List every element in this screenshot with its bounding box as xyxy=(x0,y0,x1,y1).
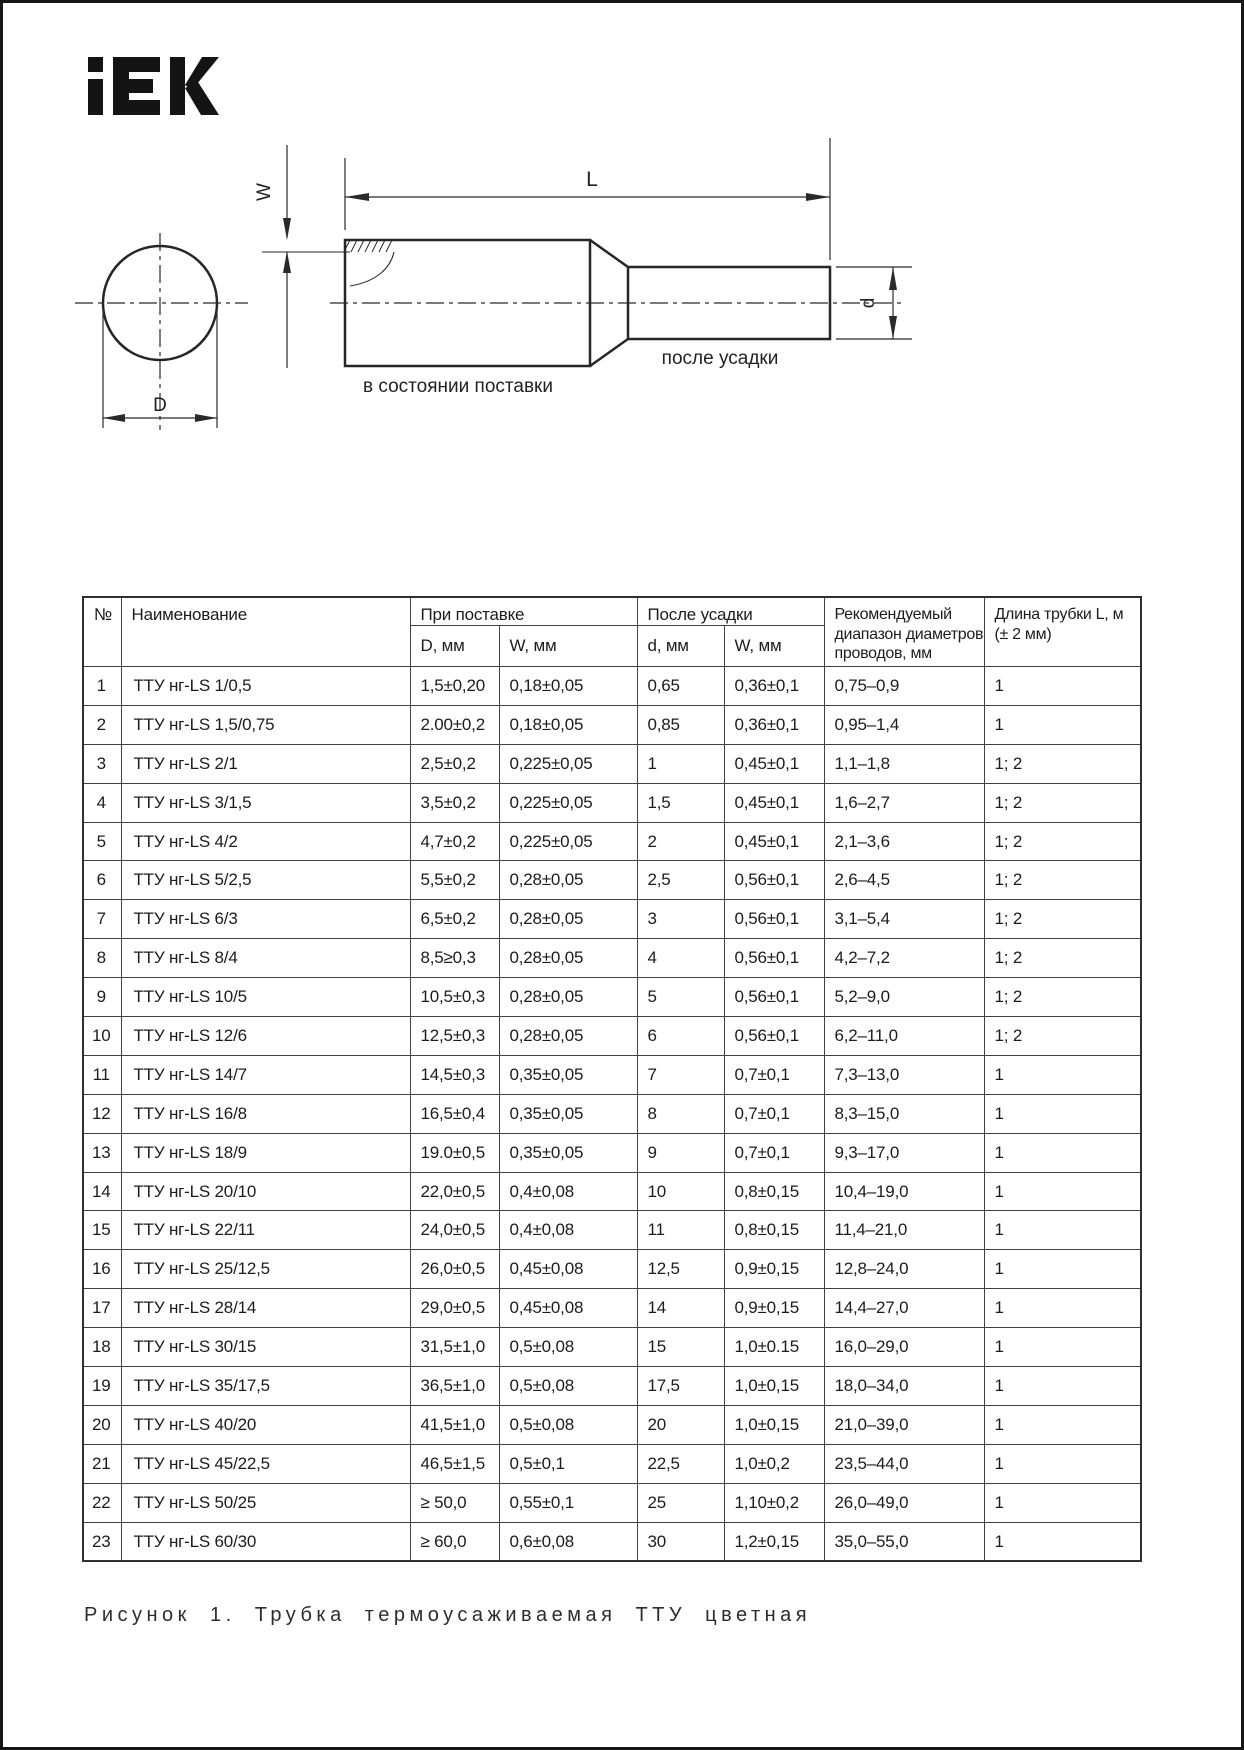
col-group-supplied: При поставке xyxy=(410,597,637,626)
cell: 0,28±0,05 xyxy=(499,939,637,978)
cell: 1; 2 xyxy=(984,744,1141,783)
cell: 2,5±0,2 xyxy=(410,744,499,783)
cell: 16,0–29,0 xyxy=(824,1328,984,1367)
cell: ТТУ нг-LS 6/3 xyxy=(121,900,410,939)
table-row xyxy=(83,1289,1141,1328)
cell: 0,35±0,05 xyxy=(499,1055,637,1094)
table-row xyxy=(83,1367,1141,1406)
cell: ТТУ нг-LS 1/0,5 xyxy=(121,667,410,706)
cell: 20 xyxy=(83,1405,121,1444)
cell: 1 xyxy=(984,1405,1141,1444)
cell: 0,35±0,05 xyxy=(499,1133,637,1172)
col-header-supplied-w: W, мм xyxy=(499,626,637,667)
col-header-length: Длина трубки L, м (± 2 мм) xyxy=(984,597,1141,667)
cell: 23,5–44,0 xyxy=(824,1444,984,1483)
cell: 1 xyxy=(984,1289,1141,1328)
heat-shrink-tube-diagram xyxy=(0,130,1244,470)
cell: 13 xyxy=(83,1133,121,1172)
cell: 4,7±0,2 xyxy=(410,822,499,861)
cell: 11,4–21,0 xyxy=(824,1211,984,1250)
cell: 1,0±0,15 xyxy=(724,1367,824,1406)
cell: 1,1–1,8 xyxy=(824,744,984,783)
cell: 26,0–49,0 xyxy=(824,1483,984,1522)
table-row xyxy=(83,978,1141,1017)
cell: 0,36±0,1 xyxy=(724,667,824,706)
cell: 12 xyxy=(83,1094,121,1133)
cell: 1 xyxy=(984,1483,1141,1522)
cell: 31,5±1,0 xyxy=(410,1328,499,1367)
cell: 2 xyxy=(637,822,724,861)
cell: ТТУ нг-LS 8/4 xyxy=(121,939,410,978)
cell: 24,0±0,5 xyxy=(410,1211,499,1250)
cell: 0,5±0,1 xyxy=(499,1444,637,1483)
cell: 2,6–4,5 xyxy=(824,861,984,900)
cell: ТТУ нг-LS 18/9 xyxy=(121,1133,410,1172)
arrowhead xyxy=(889,316,897,339)
logo-k xyxy=(170,57,219,115)
cell: 12,8–24,0 xyxy=(824,1250,984,1289)
cell: 5,2–9,0 xyxy=(824,978,984,1017)
cell: 5 xyxy=(83,822,121,861)
iek-logo xyxy=(88,56,220,116)
arrowhead xyxy=(345,193,369,201)
cell: 0,4±0,08 xyxy=(499,1211,637,1250)
cell: 15 xyxy=(83,1211,121,1250)
cell: 0,5±0,08 xyxy=(499,1405,637,1444)
cell: 4,2–7,2 xyxy=(824,939,984,978)
cell: 16 xyxy=(83,1250,121,1289)
cell: ТТУ нг-LS 2/1 xyxy=(121,744,410,783)
cell: 1; 2 xyxy=(984,1017,1141,1056)
col-header-num: № xyxy=(83,597,121,667)
cell: 0,45±0,08 xyxy=(499,1289,637,1328)
cell: 17,5 xyxy=(637,1367,724,1406)
label-D: D xyxy=(153,395,167,416)
cell: 0,8±0,15 xyxy=(724,1172,824,1211)
cell: 0,28±0,05 xyxy=(499,1017,637,1056)
cell: 0,56±0,1 xyxy=(724,900,824,939)
cell: 8 xyxy=(83,939,121,978)
table-row xyxy=(83,1017,1141,1056)
table-row xyxy=(83,1172,1141,1211)
cell: 3,1–5,4 xyxy=(824,900,984,939)
wall-hatching xyxy=(344,240,392,252)
cell: 1 xyxy=(984,1444,1141,1483)
cell: ТТУ нг-LS 3/1,5 xyxy=(121,783,410,822)
cell: 0,56±0,1 xyxy=(724,978,824,1017)
cutaway-curve xyxy=(350,252,394,286)
cell: 2 xyxy=(83,705,121,744)
cell: 1 xyxy=(984,1133,1141,1172)
cell: ТТУ нг-LS 28/14 xyxy=(121,1289,410,1328)
arrowhead xyxy=(889,267,897,290)
cell: 0,7±0,1 xyxy=(724,1133,824,1172)
cell: 1,2±0,15 xyxy=(724,1522,824,1561)
cell: 0,28±0,05 xyxy=(499,978,637,1017)
cell: ТТУ нг-LS 4/2 xyxy=(121,822,410,861)
cell: 17 xyxy=(83,1289,121,1328)
cell: 1; 2 xyxy=(984,900,1141,939)
cell: 20 xyxy=(637,1405,724,1444)
cell: 7,3–13,0 xyxy=(824,1055,984,1094)
cell: 14 xyxy=(637,1289,724,1328)
cell: 9 xyxy=(83,978,121,1017)
cell: 5,5±0,2 xyxy=(410,861,499,900)
cell: 6 xyxy=(637,1017,724,1056)
cell: ТТУ нг-LS 1,5/0,75 xyxy=(121,705,410,744)
cell: 0,9±0,15 xyxy=(724,1250,824,1289)
arrowhead xyxy=(283,218,291,240)
logo-i-dot xyxy=(88,57,103,72)
table-row xyxy=(83,1133,1141,1172)
cell: 0,56±0,1 xyxy=(724,1017,824,1056)
taper-bottom xyxy=(590,339,628,366)
cell: 0,45±0,1 xyxy=(724,744,824,783)
cell: 1 xyxy=(984,705,1141,744)
cell: 0,55±0,1 xyxy=(499,1483,637,1522)
cell: 1; 2 xyxy=(984,822,1141,861)
cell: 46,5±1,5 xyxy=(410,1444,499,1483)
table-row xyxy=(83,1250,1141,1289)
spec-table-body xyxy=(83,667,1141,1562)
arrowhead xyxy=(103,414,125,422)
cell: 11 xyxy=(83,1055,121,1094)
cell: 12,5 xyxy=(637,1250,724,1289)
cell: 21,0–39,0 xyxy=(824,1405,984,1444)
arrowhead xyxy=(283,251,291,273)
cell: 14,5±0,3 xyxy=(410,1055,499,1094)
cell: ≥ 50,0 xyxy=(410,1483,499,1522)
cell: 3,5±0,2 xyxy=(410,783,499,822)
col-header-name: Наименование xyxy=(121,597,410,667)
col-header-shrunk-w: W, мм xyxy=(724,626,824,667)
cell: 1 xyxy=(984,667,1141,706)
table-row xyxy=(83,1444,1141,1483)
cell: 1; 2 xyxy=(984,783,1141,822)
cell: 0,85 xyxy=(637,705,724,744)
cell: 41,5±1,0 xyxy=(410,1405,499,1444)
cell: 2.00±0,2 xyxy=(410,705,499,744)
logo-i-stem xyxy=(88,79,103,115)
cell: 10,5±0,3 xyxy=(410,978,499,1017)
cell: ТТУ нг-LS 40/20 xyxy=(121,1405,410,1444)
cell: 0,56±0,1 xyxy=(724,939,824,978)
arrowhead xyxy=(806,193,830,201)
cell: 22 xyxy=(83,1483,121,1522)
cell: ТТУ нг-LS 16/8 xyxy=(121,1094,410,1133)
cell: 1 xyxy=(83,667,121,706)
col-header-shrunk-d: d, мм xyxy=(637,626,724,667)
cell: 1 xyxy=(984,1250,1141,1289)
col-group-shrunk: После усадки xyxy=(637,597,824,626)
table-row xyxy=(83,1211,1141,1250)
cell: 6,5±0,2 xyxy=(410,900,499,939)
cell: 5 xyxy=(637,978,724,1017)
cell: 25 xyxy=(637,1483,724,1522)
cell: ТТУ нг-LS 30/15 xyxy=(121,1328,410,1367)
cell: 0,8±0,15 xyxy=(724,1211,824,1250)
cell: 10 xyxy=(83,1017,121,1056)
cell: ТТУ нг-LS 22/11 xyxy=(121,1211,410,1250)
label-L: L xyxy=(586,168,598,191)
cell: 0,45±0,08 xyxy=(499,1250,637,1289)
label-after-shrink: после усадки xyxy=(661,348,779,369)
cell: 0,7±0,1 xyxy=(724,1055,824,1094)
cell: 0,9±0,15 xyxy=(724,1289,824,1328)
label-d: d xyxy=(858,297,879,309)
cell: 21 xyxy=(83,1444,121,1483)
cell: 0,18±0,05 xyxy=(499,705,637,744)
cell: 4 xyxy=(637,939,724,978)
cell: ТТУ нг-LS 60/30 xyxy=(121,1522,410,1561)
cell: ≥ 60,0 xyxy=(410,1522,499,1561)
cell: 0,5±0,08 xyxy=(499,1367,637,1406)
cell: 0,36±0,1 xyxy=(724,705,824,744)
cell: 36,5±1,0 xyxy=(410,1367,499,1406)
cell: 22,0±0,5 xyxy=(410,1172,499,1211)
cell: 0,75–0,9 xyxy=(824,667,984,706)
cell: 30 xyxy=(637,1522,724,1561)
table-row xyxy=(83,1483,1141,1522)
cell: 0,6±0,08 xyxy=(499,1522,637,1561)
cell: 2,5 xyxy=(637,861,724,900)
col-header-supplied-d: D, мм xyxy=(410,626,499,667)
label-supplied-state: в состоянии поставки xyxy=(363,376,553,397)
cell: 1,10±0,2 xyxy=(724,1483,824,1522)
cell: 0,4±0,08 xyxy=(499,1172,637,1211)
cell: 4 xyxy=(83,783,121,822)
cell: 0,225±0,05 xyxy=(499,744,637,783)
taper-top xyxy=(590,240,628,267)
cell: 6 xyxy=(83,861,121,900)
cell: 1 xyxy=(984,1367,1141,1406)
cell: 35,0–55,0 xyxy=(824,1522,984,1561)
cell: 1 xyxy=(984,1094,1141,1133)
table-row xyxy=(83,900,1141,939)
cell: 1 xyxy=(984,1522,1141,1561)
cell: 8 xyxy=(637,1094,724,1133)
cell: 1,6–2,7 xyxy=(824,783,984,822)
cell: 0,5±0,08 xyxy=(499,1328,637,1367)
label-W: W xyxy=(254,183,275,201)
cell: 0,28±0,05 xyxy=(499,861,637,900)
cell: 1,0±0.15 xyxy=(724,1328,824,1367)
logo-e xyxy=(113,57,160,115)
cell: 26,0±0,5 xyxy=(410,1250,499,1289)
cell: 1; 2 xyxy=(984,978,1141,1017)
cell: 12,5±0,3 xyxy=(410,1017,499,1056)
cell: 8,3–15,0 xyxy=(824,1094,984,1133)
cell: 1 xyxy=(984,1055,1141,1094)
cell: ТТУ нг-LS 12/6 xyxy=(121,1017,410,1056)
table-row xyxy=(83,939,1141,978)
cell: 3 xyxy=(83,744,121,783)
cell: 15 xyxy=(637,1328,724,1367)
cell: 0,35±0,05 xyxy=(499,1094,637,1133)
table-row xyxy=(83,744,1141,783)
cell: 1 xyxy=(984,1211,1141,1250)
cell: 1,5±0,20 xyxy=(410,667,499,706)
table-row xyxy=(83,667,1141,706)
table-row xyxy=(83,1522,1141,1561)
cell: 19 xyxy=(83,1367,121,1406)
cell: 8,5≥0,3 xyxy=(410,939,499,978)
cell: ТТУ нг-LS 50/25 xyxy=(121,1483,410,1522)
cell: ТТУ нг-LS 5/2,5 xyxy=(121,861,410,900)
table-row xyxy=(83,1094,1141,1133)
cell: 1,5 xyxy=(637,783,724,822)
cell: 1; 2 xyxy=(984,939,1141,978)
cell: 22,5 xyxy=(637,1444,724,1483)
col-header-range: Рекомендуемый диапазон диаметров проводов, мм xyxy=(824,597,984,667)
table-row xyxy=(83,1328,1141,1367)
table-row xyxy=(83,1405,1141,1444)
cell: 0,18±0,05 xyxy=(499,667,637,706)
cell: 23 xyxy=(83,1522,121,1561)
cell: ТТУ нг-LS 25/12,5 xyxy=(121,1250,410,1289)
cell: 18 xyxy=(83,1328,121,1367)
cell: 1,0±0,15 xyxy=(724,1405,824,1444)
cell: 9,3–17,0 xyxy=(824,1133,984,1172)
spec-table xyxy=(82,596,1142,1562)
cell: ТТУ нг-LS 14/7 xyxy=(121,1055,410,1094)
cell: 0,95–1,4 xyxy=(824,705,984,744)
cell: 3 xyxy=(637,900,724,939)
cell: 1 xyxy=(984,1172,1141,1211)
cell: ТТУ нг-LS 45/22,5 xyxy=(121,1444,410,1483)
cell: 0,45±0,1 xyxy=(724,783,824,822)
cell: 0,28±0,05 xyxy=(499,900,637,939)
cell: 0,56±0,1 xyxy=(724,861,824,900)
cell: 19.0±0,5 xyxy=(410,1133,499,1172)
cell: 7 xyxy=(83,900,121,939)
cell: ТТУ нг-LS 20/10 xyxy=(121,1172,410,1211)
table-row xyxy=(83,861,1141,900)
cell: 6,2–11,0 xyxy=(824,1017,984,1056)
cell: 9 xyxy=(637,1133,724,1172)
cell: 10 xyxy=(637,1172,724,1211)
figure-caption: Рисунок 1. Трубка термоусаживаемая ТТУ цветная xyxy=(84,1604,812,1626)
table-row xyxy=(83,783,1141,822)
cell: 10,4–19,0 xyxy=(824,1172,984,1211)
cell: 1 xyxy=(637,744,724,783)
cell: 14 xyxy=(83,1172,121,1211)
cell: 18,0–34,0 xyxy=(824,1367,984,1406)
arrowhead xyxy=(195,414,217,422)
table-row xyxy=(83,822,1141,861)
cell: 2,1–3,6 xyxy=(824,822,984,861)
cell: ТТУ нг-LS 10/5 xyxy=(121,978,410,1017)
cell: 29,0±0,5 xyxy=(410,1289,499,1328)
cell: 0,7±0,1 xyxy=(724,1094,824,1133)
cell: 0,65 xyxy=(637,667,724,706)
table-row xyxy=(83,705,1141,744)
cell: 7 xyxy=(637,1055,724,1094)
table-row xyxy=(83,1055,1141,1094)
cell: 0,225±0,05 xyxy=(499,783,637,822)
cell: ТТУ нг-LS 35/17,5 xyxy=(121,1367,410,1406)
cell: 11 xyxy=(637,1211,724,1250)
cell: 1,0±0,2 xyxy=(724,1444,824,1483)
cell: 1 xyxy=(984,1328,1141,1367)
cell: 1; 2 xyxy=(984,861,1141,900)
cell: 14,4–27,0 xyxy=(824,1289,984,1328)
cell: 0,225±0,05 xyxy=(499,822,637,861)
cell: 0,45±0,1 xyxy=(724,822,824,861)
cell: 16,5±0,4 xyxy=(410,1094,499,1133)
